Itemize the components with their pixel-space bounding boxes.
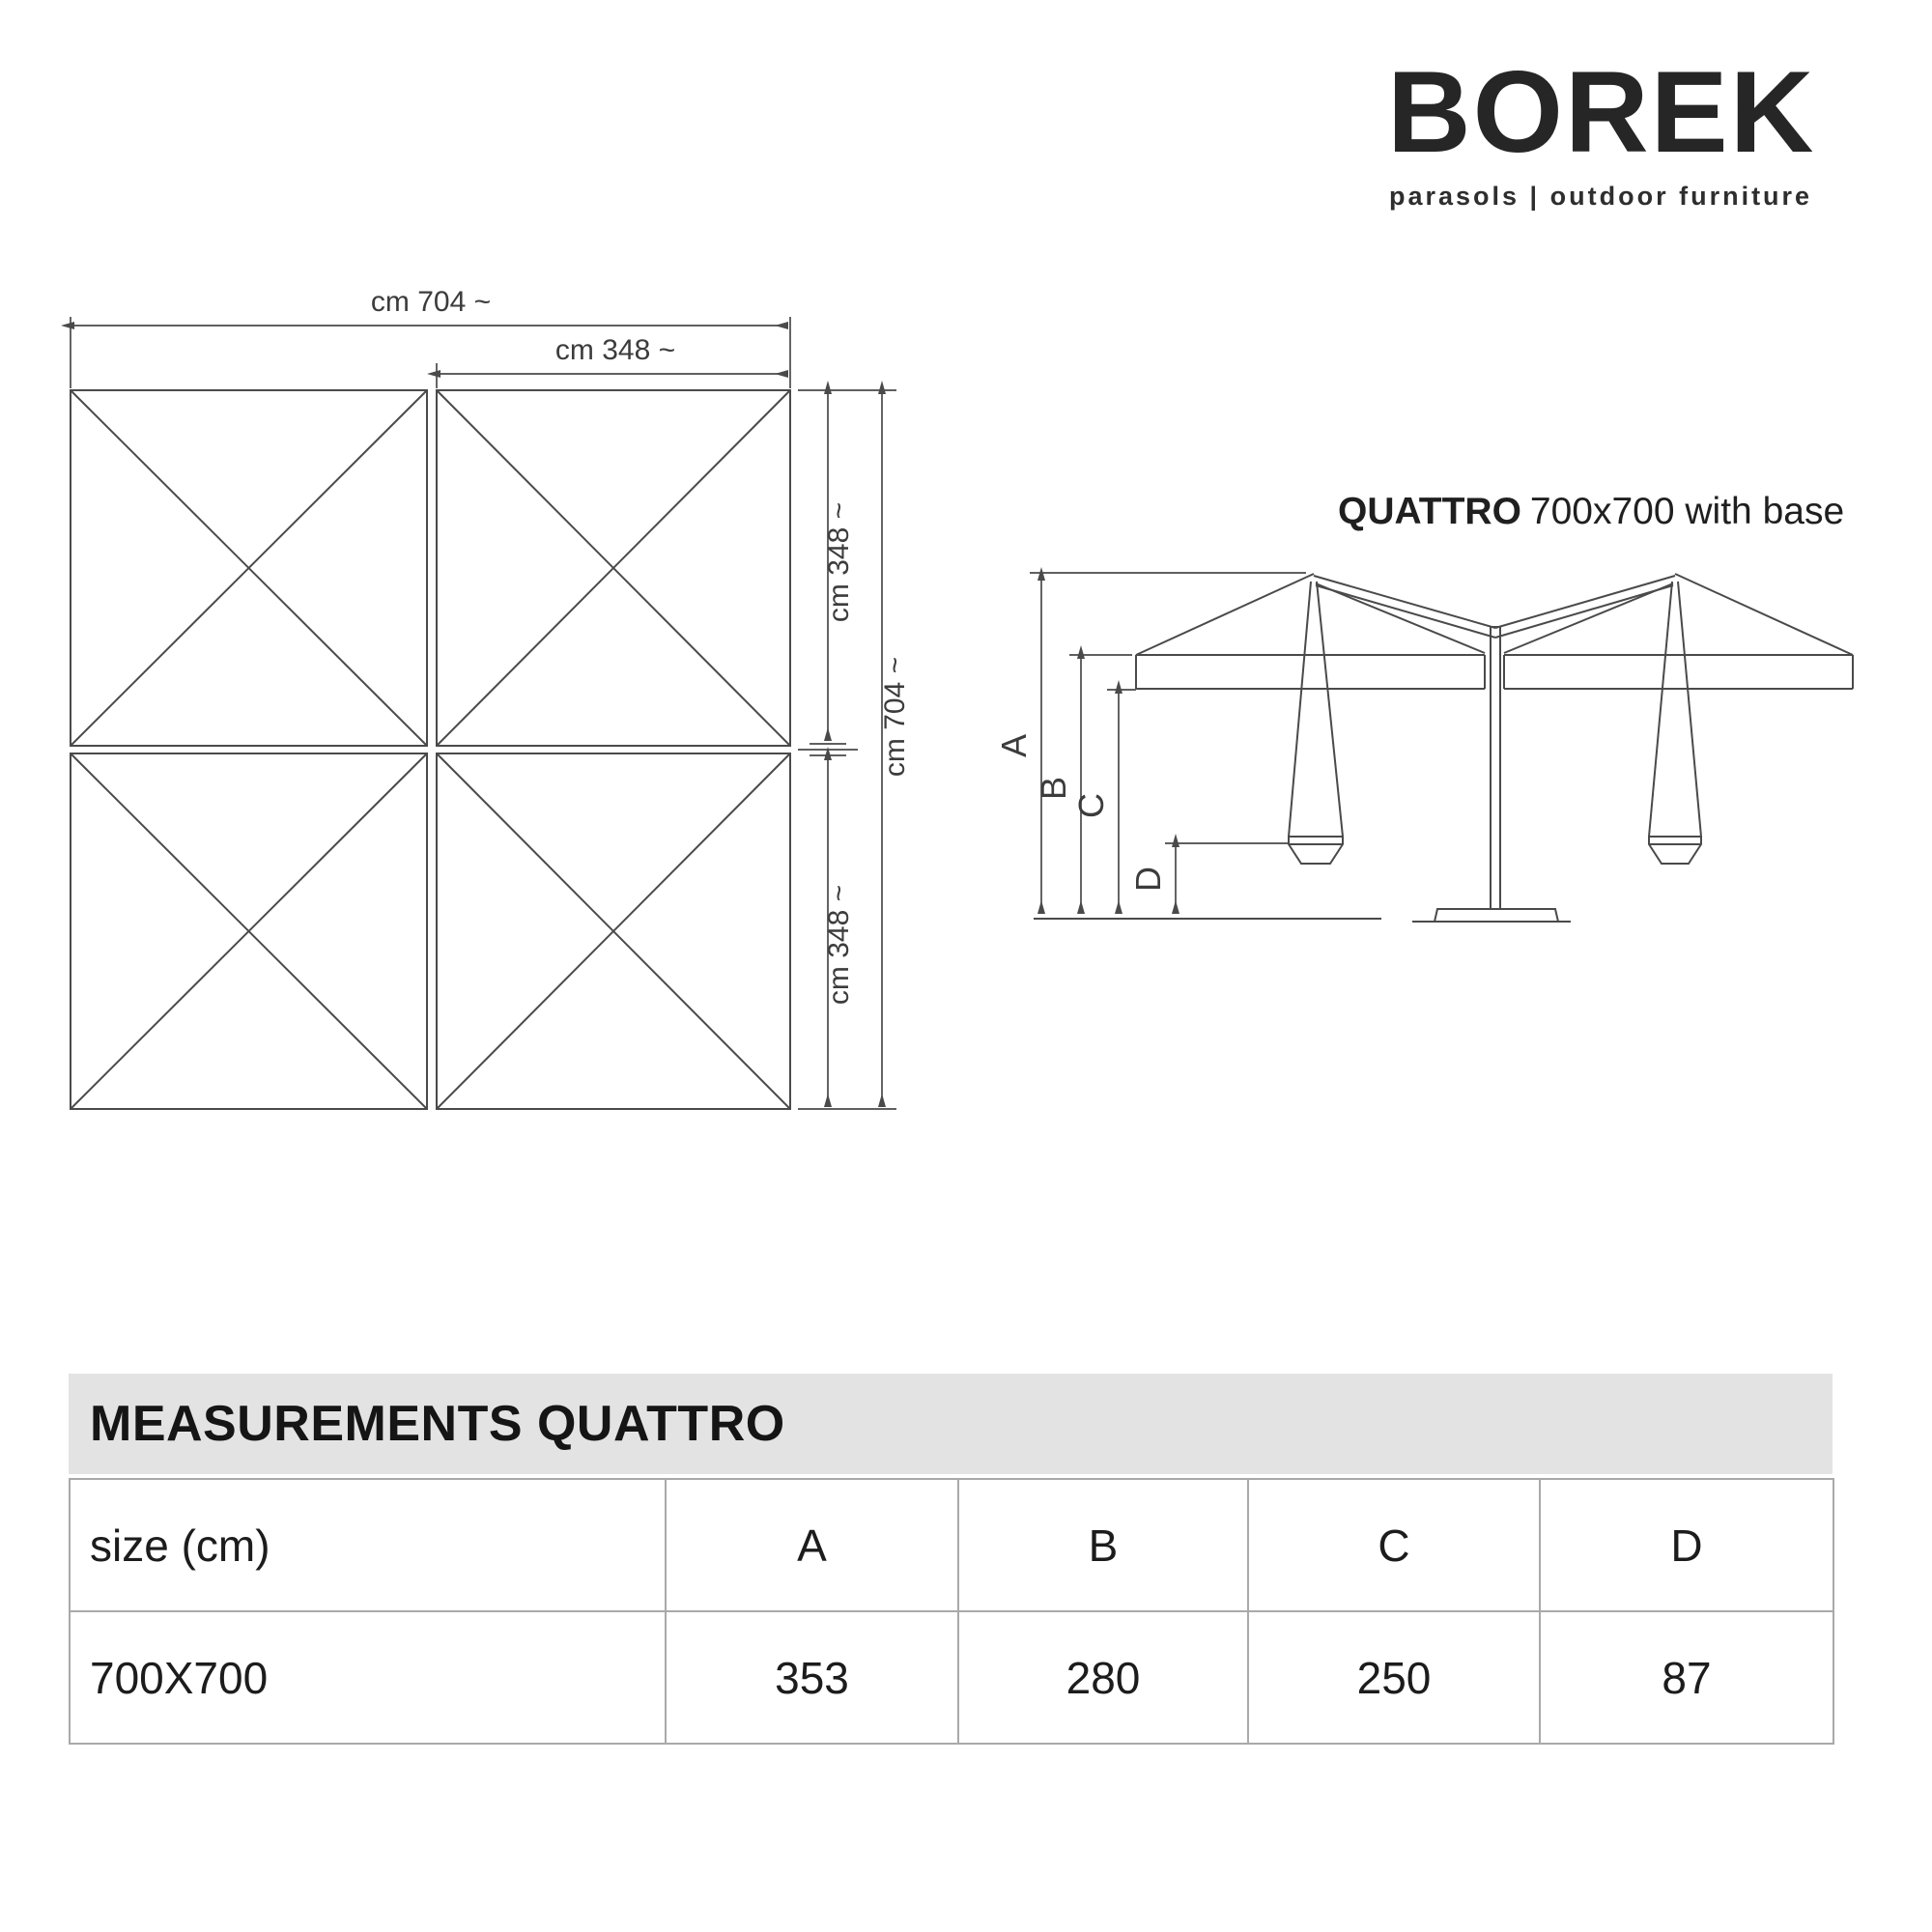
- cell-d: 87: [1540, 1611, 1833, 1744]
- right-counterweight: [1649, 582, 1701, 864]
- dim-label-b: B: [1034, 776, 1073, 801]
- dim-height-half-bottom: cm 348 ~: [823, 884, 855, 1006]
- cell-a: 353: [666, 1611, 958, 1744]
- dim-label-c: C: [1071, 793, 1111, 818]
- col-d: D: [1540, 1479, 1833, 1611]
- table-row-columns: [70, 1479, 1833, 1611]
- dim-height-half-top: cm 348 ~: [823, 501, 855, 623]
- measurements-table: [69, 1478, 1834, 1745]
- cell-b: 280: [958, 1611, 1248, 1744]
- dim-label-a: A: [994, 733, 1034, 758]
- col-size: size (cm): [70, 1479, 666, 1611]
- dim-width-total: cm 704 ~: [370, 286, 492, 318]
- top-view-canopy-grid: [71, 390, 790, 1109]
- col-a: A: [666, 1479, 958, 1611]
- col-b: B: [958, 1479, 1248, 1611]
- table-title: MEASUREMENTS QUATTRO: [90, 1396, 785, 1452]
- dim-height-total: cm 704 ~: [879, 656, 911, 778]
- dim-width-half: cm 348 ~: [554, 334, 676, 366]
- cell-c: 250: [1248, 1611, 1540, 1744]
- dim-label-d: D: [1128, 867, 1168, 892]
- side-view-dimensions: [994, 573, 1306, 913]
- side-view-title-product: QUATTRO: [1338, 491, 1521, 532]
- table-row-values: [70, 1611, 1833, 1744]
- brand-tagline: parasols | outdoor furniture: [1389, 182, 1813, 211]
- table-header-band: [69, 1374, 1833, 1474]
- top-view-dimensions: [71, 286, 911, 1109]
- col-c: C: [1248, 1479, 1540, 1611]
- mast-and-base: [1435, 627, 1558, 922]
- left-counterweight: [1289, 582, 1343, 864]
- cell-size: 700X700: [70, 1611, 666, 1744]
- brand-logo: BOREK: [1387, 47, 1816, 177]
- side-view-title: [1338, 491, 1844, 533]
- side-view-title-variant: 700x700 with base: [1529, 491, 1845, 532]
